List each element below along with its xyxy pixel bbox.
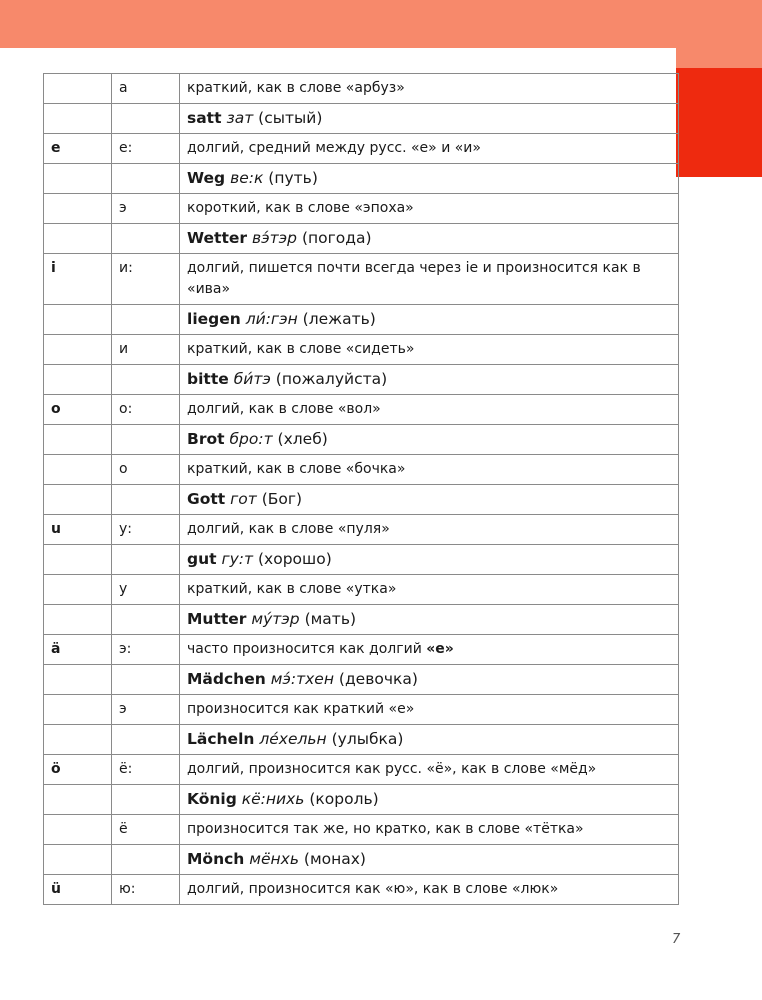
meaning: (пожалуйста) (275, 370, 388, 388)
transliteration: мэ́:тхен (270, 670, 334, 688)
letter-cell (44, 365, 112, 395)
description: краткий, как в слове «бочка» (187, 461, 406, 477)
sound-cell (112, 815, 180, 845)
letter: u (51, 521, 61, 537)
table-row (44, 395, 679, 425)
sound-cell (112, 194, 180, 224)
description: краткий, как в слове «утка» (187, 581, 397, 597)
sound-cell (112, 425, 180, 455)
table-row (44, 164, 679, 194)
description: краткий, как в слове «арбуз» (187, 80, 405, 96)
description-cell (180, 455, 679, 485)
letter-cell (44, 164, 112, 194)
side-tab-accent (676, 48, 762, 68)
german-word: Mutter (187, 610, 247, 628)
sound-cell (112, 845, 180, 875)
german-word: Weg (187, 169, 226, 187)
letter-cell (44, 875, 112, 905)
side-tab (676, 68, 762, 177)
transliteration: бро:т (229, 430, 273, 448)
german-word: Gott (187, 490, 226, 508)
german-word: satt (187, 109, 222, 127)
letter-cell (44, 425, 112, 455)
transliteration: мёнхь (249, 850, 299, 868)
letter-cell (44, 635, 112, 665)
description-cell (180, 575, 679, 605)
description-cell (180, 695, 679, 725)
table-row (44, 134, 679, 164)
letter: ö (51, 761, 61, 777)
sound-cell (112, 545, 180, 575)
letter-cell (44, 455, 112, 485)
letter-cell (44, 755, 112, 785)
table-row (44, 104, 679, 134)
sound: и (119, 341, 129, 357)
transliteration: вэ́тэр (251, 229, 298, 247)
letter-cell (44, 395, 112, 425)
vowel-table (43, 73, 679, 905)
letter-cell (44, 74, 112, 104)
sound-cell (112, 365, 180, 395)
letter-cell (44, 545, 112, 575)
meaning: (Бог) (261, 490, 303, 508)
description: часто произносится как долгий (187, 641, 427, 657)
sound: э: (119, 641, 132, 657)
example-cell (180, 164, 679, 194)
german-word: bitte (187, 370, 229, 388)
sound-cell (112, 695, 180, 725)
table-row (44, 365, 679, 395)
letter-cell (44, 695, 112, 725)
sound-cell (112, 74, 180, 104)
letter-cell (44, 515, 112, 545)
sound-cell (112, 575, 180, 605)
transliteration: би́тэ (233, 370, 271, 388)
sound-cell (112, 104, 180, 134)
example-cell (180, 425, 679, 455)
description-cell (180, 335, 679, 365)
meaning: (лежать) (302, 310, 376, 328)
table-row (44, 815, 679, 845)
transliteration: ле́хельн (259, 730, 327, 748)
letter-cell (44, 845, 112, 875)
table-row (44, 224, 679, 254)
table-row (44, 545, 679, 575)
example-cell (180, 665, 679, 695)
example-cell (180, 224, 679, 254)
meaning: (хлеб) (277, 430, 328, 448)
description-cell (180, 74, 679, 104)
meaning: (монах) (303, 850, 366, 868)
sound-cell (112, 395, 180, 425)
example-cell (180, 545, 679, 575)
table-row (44, 194, 679, 224)
german-word: Mädchen (187, 670, 266, 688)
letter: o (51, 401, 61, 417)
transliteration: гот (230, 490, 257, 508)
transliteration: ли́:гэн (245, 310, 298, 328)
meaning: (король) (309, 790, 379, 808)
letter: e (51, 140, 61, 156)
sound: а (119, 80, 128, 96)
table-row (44, 425, 679, 455)
description-cell (180, 515, 679, 545)
sound: ю: (119, 881, 136, 897)
german-word: Brot (187, 430, 225, 448)
sound-cell (112, 605, 180, 635)
table-row (44, 635, 679, 665)
description: долгий, как в слове «пуля» (187, 521, 390, 537)
sound: е: (119, 140, 133, 156)
table-row (44, 305, 679, 335)
letter-cell (44, 785, 112, 815)
description: долгий, как в слове «вол» (187, 401, 381, 417)
example-cell (180, 785, 679, 815)
description-cell (180, 254, 679, 305)
table-row (44, 725, 679, 755)
sound-cell (112, 335, 180, 365)
example-cell (180, 485, 679, 515)
page-number: 7 (672, 932, 681, 947)
letter: ü (51, 881, 61, 897)
sound-cell (112, 485, 180, 515)
letter: ä (51, 641, 61, 657)
sound: э (119, 701, 127, 717)
table-row (44, 695, 679, 725)
sound-cell (112, 785, 180, 815)
sound: о (119, 461, 128, 477)
letter-cell (44, 194, 112, 224)
table-row (44, 575, 679, 605)
example-cell (180, 305, 679, 335)
description: произносится как краткий «е» (187, 701, 415, 717)
sound-cell (112, 134, 180, 164)
sound-cell (112, 725, 180, 755)
transliteration: гу:т (221, 550, 254, 568)
transliteration: кё:нихь (241, 790, 305, 808)
german-word: König (187, 790, 237, 808)
letter-cell (44, 224, 112, 254)
table-row (44, 605, 679, 635)
sound-cell (112, 254, 180, 305)
description-emphasis: «е» (426, 641, 454, 657)
table-row (44, 254, 679, 305)
meaning: (мать) (304, 610, 357, 628)
sound: у: (119, 521, 133, 537)
table-row (44, 875, 679, 905)
sound: ё: (119, 761, 133, 777)
meaning: (улыбка) (331, 730, 404, 748)
table-row (44, 485, 679, 515)
letter-cell (44, 485, 112, 515)
table-row (44, 665, 679, 695)
sound-cell (112, 755, 180, 785)
letter-cell (44, 335, 112, 365)
letter-cell (44, 134, 112, 164)
sound-cell (112, 164, 180, 194)
description-cell (180, 875, 679, 905)
vowel-table-body (44, 74, 679, 905)
letter-cell (44, 605, 112, 635)
letter-cell (44, 815, 112, 845)
table-row (44, 455, 679, 485)
sound: ё (119, 821, 128, 837)
table-row (44, 74, 679, 104)
description: произносится так же, но кратко, как в слове «тётка» (187, 821, 584, 837)
top-color-band (0, 0, 762, 48)
sound-cell (112, 635, 180, 665)
meaning: (погода) (301, 229, 372, 247)
sound-cell (112, 665, 180, 695)
letter-cell (44, 665, 112, 695)
sound: у (119, 581, 128, 597)
table-row (44, 335, 679, 365)
meaning: (путь) (268, 169, 318, 187)
meaning: (сытый) (258, 109, 323, 127)
table-row (44, 515, 679, 545)
letter-cell (44, 575, 112, 605)
description-cell (180, 755, 679, 785)
letter-cell (44, 725, 112, 755)
transliteration: зат (226, 109, 254, 127)
sound-cell (112, 224, 180, 254)
example-cell (180, 365, 679, 395)
sound-cell (112, 455, 180, 485)
meaning: (девочка) (338, 670, 418, 688)
sound-cell (112, 875, 180, 905)
transliteration: ве:к (230, 169, 264, 187)
sound-cell (112, 515, 180, 545)
description-cell (180, 395, 679, 425)
meaning: (хорошо) (258, 550, 332, 568)
table-row (44, 845, 679, 875)
german-word: gut (187, 550, 217, 568)
table-row (44, 755, 679, 785)
description-cell (180, 815, 679, 845)
example-cell (180, 605, 679, 635)
letter-cell (44, 254, 112, 305)
example-cell (180, 725, 679, 755)
letter-cell (44, 305, 112, 335)
example-cell (180, 104, 679, 134)
example-cell (180, 845, 679, 875)
description-cell (180, 635, 679, 665)
german-word: Mönch (187, 850, 245, 868)
description: краткий, как в слове «сидеть» (187, 341, 415, 357)
description-cell (180, 194, 679, 224)
sound: о: (119, 401, 133, 417)
german-word: liegen (187, 310, 241, 328)
description-cell (180, 134, 679, 164)
transliteration: му́тэр (251, 610, 300, 628)
letter-cell (44, 104, 112, 134)
german-word: Wetter (187, 229, 248, 247)
sound: э (119, 200, 127, 216)
description: долгий, пишется почти всегда через ie и произносится как в «ива» (187, 260, 641, 297)
german-word: Lächeln (187, 730, 255, 748)
description: долгий, средний между русс. «е» и «и» (187, 140, 481, 156)
letter: i (51, 260, 56, 276)
description: долгий, произносится как «ю», как в слове «люк» (187, 881, 559, 897)
sound-cell (112, 305, 180, 335)
sound: и: (119, 260, 133, 276)
table-row (44, 785, 679, 815)
description: короткий, как в слове «эпоха» (187, 200, 414, 216)
description: долгий, произносится как русс. «ё», как в слове «мёд» (187, 761, 597, 777)
